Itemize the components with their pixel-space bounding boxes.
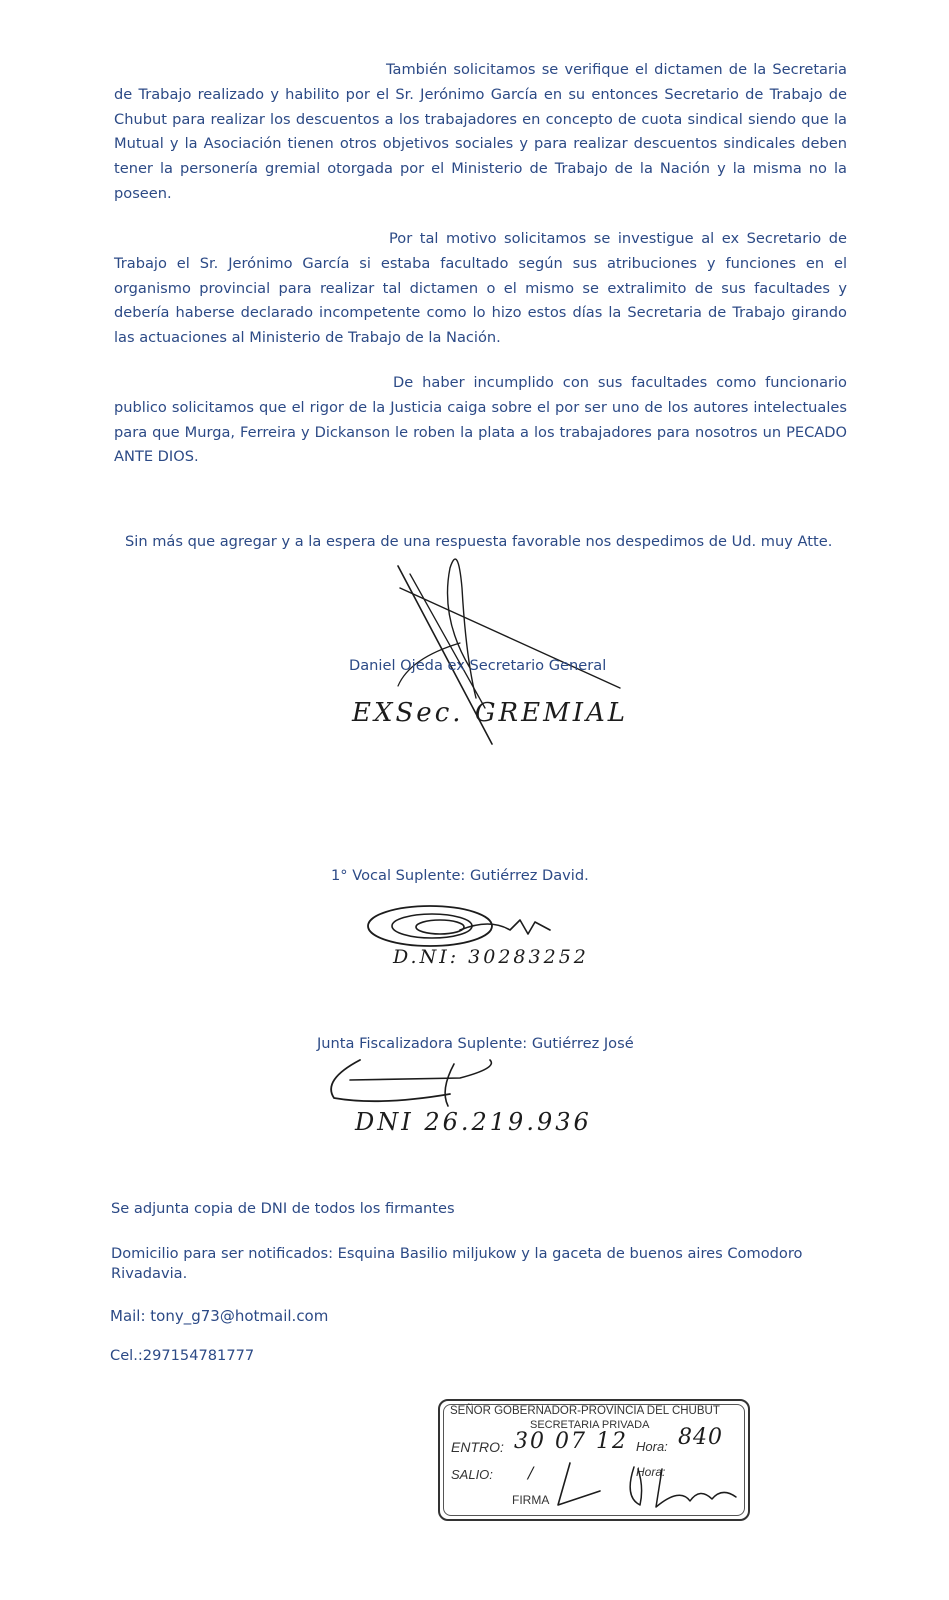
reception-stamp (438, 1399, 750, 1521)
paragraph-verification-request: También solicitamos se verifique el dictamen de la Secretaria de Trabajo realizado y habilito por el Sr. Jerónimo García en su entonces Secretario de Trabajo de Chubut para realizar los descuentos a los trabajadores en concepto de cuota sindical siendo que la Mutual y la Asociación tienen otros objetivos sociales y para realizar descuentos sindicales deben tener la personería gremial otorgada por el Ministerio de Trabajo de la Nación y la misma no la poseen. (114, 61, 847, 202)
stamp-entro-value: 30 07 12 (514, 1429, 628, 1454)
stamp-firma-signature (540, 1457, 740, 1513)
signatory-2-handwriting: D.NI: 30283252 (393, 946, 589, 968)
stamp-entro-label: ENTRO: (451, 1439, 504, 1455)
stamp-firma-label: FIRMA (512, 1493, 550, 1507)
signatory-2-label: 1° Vocal Suplente: Gutiérrez David. (331, 867, 589, 884)
closing-line: Sin más que agregar y a la espera de una respuesta favorable nos despedimos de Ud. muy Atte. (125, 533, 833, 550)
stamp-office-line: SEÑOR GOBERNADOR-PROVINCIA DEL CHUBUT (450, 1405, 720, 1417)
notification-address: Domicilio para ser notificados: Esquina Basilio miljukow y la gaceta de buenos aires Comodoro Rivadavia. (111, 1245, 803, 1282)
paragraph-investigation-request: Por tal motivo solicitamos se investigue al ex Secretario de Trabajo el Sr. Jerónimo García si estaba facultado según sus atribuciones y funciones en el organismo provincial para realizar tal dictamen o el mismo se extralimito de sus facultades y debería haberse declarado incompetente como lo hizo estos días la Secretaria de Trabajo girando las actuaciones al Ministerio de Trabajo de la Nación. (114, 230, 847, 347)
stamp-salio-value: / (528, 1463, 537, 1482)
stamp-salio-label: SALIO: (451, 1467, 493, 1482)
contact-mail: Mail: tony_g73@hotmail.com (110, 1307, 329, 1325)
signatory-1-label: Daniel Ojeda ex Secretario General (349, 657, 607, 674)
attachment-note: Se adjunta copia de DNI de todos los firmantes (111, 1200, 455, 1217)
stamp-hora-value: 840 (678, 1425, 723, 1450)
paragraph-justice-request: De haber incumplido con sus facultades como funcionario publico solicitamos que el rigor de la Justicia caiga sobre el por ser uno de los autores intelectuales para que Murga, Ferreira y Dickanson le roben la plata a los trabajadores para nosotros un PECADO ANTE DIOS. (114, 374, 847, 466)
stamp-office-subline: SECRETARIA PRIVADA (530, 1419, 650, 1431)
signature-gutierrez-jose (320, 1050, 510, 1110)
contact-phone: Cel.:297154781777 (110, 1347, 255, 1364)
stamp-hora-label: Hora: (636, 1439, 668, 1454)
signatory-3-handwriting: DNI 26.219.936 (355, 1108, 592, 1136)
stamp-hora2-label: Hora: (636, 1465, 666, 1479)
signature-gutierrez-david (360, 900, 560, 950)
signatory-1-handwriting: EXSec. GREMIAL (352, 698, 629, 728)
signatory-3-label: Junta Fiscalizadora Suplente: Gutiérrez José (317, 1035, 634, 1052)
